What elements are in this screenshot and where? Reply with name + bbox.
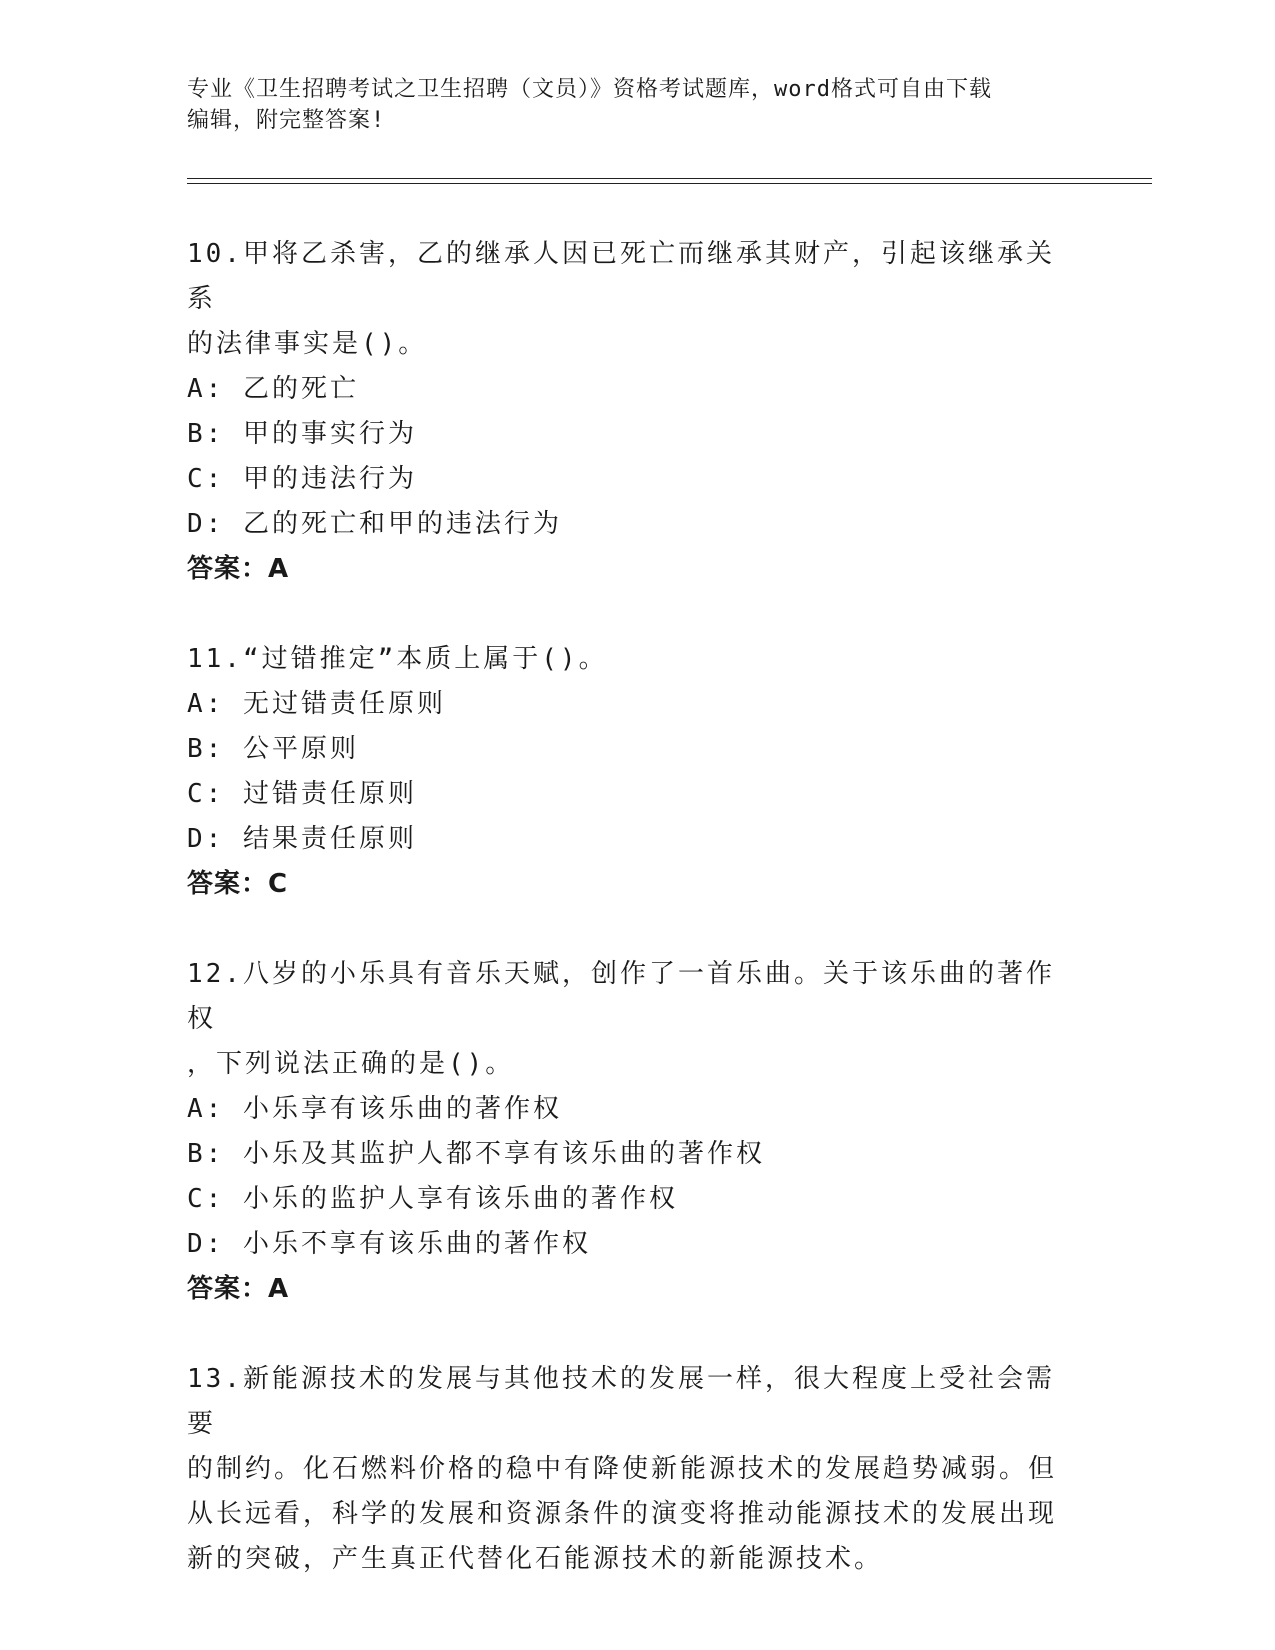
question-stem-line: 12.八岁的小乐具有音乐天赋，创作了一首乐曲。关于该乐曲的著作权 [187, 959, 1055, 1034]
question-stem-line: 的制约。化石燃料价格的稳中有降使新能源技术的发展趋势减弱。但 [187, 1454, 1058, 1484]
option-b: B: 公平原则 [187, 734, 359, 764]
option-d: D: 小乐不享有该乐曲的著作权 [187, 1229, 591, 1259]
option-c: C: 甲的违法行为 [187, 464, 417, 494]
question-stem-line: 的法律事实是()。 [187, 329, 428, 359]
header-divider [187, 178, 1152, 184]
question-stem-line: 10.甲将乙杀害，乙的继承人因已死亡而继承其财产，引起该继承关系 [187, 239, 1055, 314]
question-stem-line: 从长远看，科学的发展和资源条件的演变将推动能源技术的发展出现 [187, 1499, 1058, 1529]
option-b: B: 甲的事实行为 [187, 419, 417, 449]
question-stem-line: 新的突破，产生真正代替化石能源技术的新能源技术。 [187, 1544, 884, 1574]
option-c: C: 过错责任原则 [187, 779, 417, 809]
question-10 [187, 232, 1077, 592]
question-stem-line: 11.“过错推定”本质上属于()。 [187, 644, 608, 674]
question-stem-line: ，下列说法正确的是()。 [187, 1049, 515, 1079]
answer: 答案：A [187, 554, 290, 584]
question-11 [187, 637, 1077, 907]
answer: 答案：C [187, 869, 289, 899]
option-c: C: 小乐的监护人享有该乐曲的著作权 [187, 1184, 678, 1214]
option-a: A: 无过错责任原则 [187, 689, 446, 719]
question-list [187, 232, 1077, 1627]
question-stem-line: 13.新能源技术的发展与其他技术的发展一样，很大程度上受社会需要 [187, 1364, 1055, 1439]
option-a: A: 小乐享有该乐曲的著作权 [187, 1094, 562, 1124]
header-line-2: 编辑，附完整答案! [187, 108, 386, 133]
option-d: D: 结果责任原则 [187, 824, 417, 854]
page-header [187, 74, 1067, 136]
question-12 [187, 952, 1077, 1312]
question-13 [187, 1357, 1077, 1582]
option-b: B: 小乐及其监护人都不享有该乐曲的著作权 [187, 1139, 765, 1169]
answer: 答案：A [187, 1274, 290, 1304]
option-a: A: 乙的死亡 [187, 374, 359, 404]
option-d: D: 乙的死亡和甲的违法行为 [187, 509, 562, 539]
header-line-1: 专业《卫生招聘考试之卫生招聘（文员）》资格考试题库，word格式可自由下载 [187, 77, 992, 102]
